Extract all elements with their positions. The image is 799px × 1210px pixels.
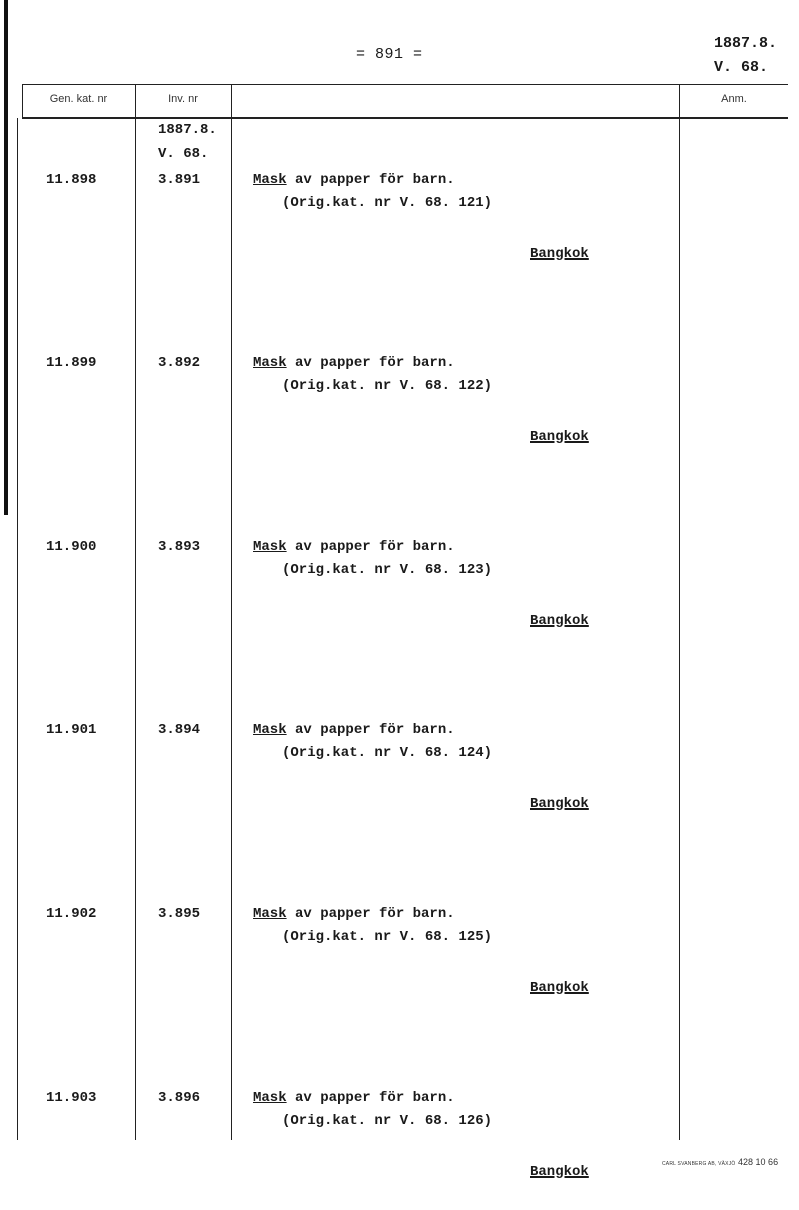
place-of-origin: Bangkok [530,1164,589,1180]
inv-number: 3.892 [158,355,201,371]
original-catalog-reference: (Orig.kat. nr V. 68. 125) [282,929,493,945]
inv-series-reference [158,118,217,166]
printer-imprint [662,1157,778,1167]
table-header-rule [22,117,788,119]
gen-kat-number: 11.898 [46,172,97,188]
collection-volume: V. 68. [714,59,769,76]
object-details: av papper för barn. [286,1090,455,1106]
gen-kat-number: 11.901 [46,722,97,738]
page-number: = 891 = [356,46,423,63]
place-of-origin: Bangkok [530,429,589,445]
inv-number: 3.893 [158,539,201,555]
object-description [253,722,455,738]
column-header-anm: Anm. [721,93,747,105]
printer-name: CARL SVANBERG AB, VÄXJÖ [662,1161,736,1167]
place-of-origin: Bangkok [530,980,589,996]
inv-number: 3.891 [158,172,201,188]
original-catalog-reference: (Orig.kat. nr V. 68. 123) [282,562,493,578]
object-details: av papper för barn. [286,722,455,738]
collection-year: 1887.8. [714,35,778,52]
object-description [253,539,455,555]
original-catalog-reference: (Orig.kat. nr V. 68. 124) [282,745,493,761]
object-details: av papper för barn. [286,355,455,371]
original-catalog-reference: (Orig.kat. nr V. 68. 126) [282,1113,493,1129]
object-name: Mask [253,355,287,371]
inv-number: 3.894 [158,722,201,738]
object-details: av papper för barn. [286,539,455,555]
object-name: Mask [253,906,287,922]
catalog-entry [0,1090,799,1210]
inv-number: 3.896 [158,1090,201,1106]
object-description [253,906,455,922]
gen-kat-number: 11.903 [46,1090,97,1106]
table-top-rule [22,84,788,85]
object-name: Mask [253,539,287,555]
gen-kat-number: 11.900 [46,539,97,555]
place-of-origin: Bangkok [530,613,589,629]
place-of-origin: Bangkok [530,796,589,812]
inv-number: 3.895 [158,906,201,922]
column-header-inv-nr: Inv. nr [168,93,198,105]
object-description [253,172,455,188]
gen-kat-number: 11.902 [46,906,97,922]
object-name: Mask [253,1090,287,1106]
column-header-gen-kat-nr: Gen. kat. nr [49,93,108,105]
original-catalog-reference: (Orig.kat. nr V. 68. 121) [282,195,493,211]
object-details: av papper för barn. [286,906,455,922]
object-name: Mask [253,722,287,738]
catalog-entry [0,722,799,842]
original-catalog-reference: (Orig.kat. nr V. 68. 122) [282,378,493,394]
object-description [253,355,455,371]
object-name: Mask [253,172,287,188]
catalog-entry [0,539,799,659]
gen-kat-number: 11.899 [46,355,97,371]
printer-code: 428 10 66 [738,1157,779,1167]
catalog-entry [0,355,799,475]
catalog-entry [0,906,799,1026]
inv-series-year: 1887.8. [158,122,217,138]
inv-series-volume: V. 68. [158,146,209,162]
object-details: av papper för barn. [286,172,455,188]
catalog-entry [0,172,799,292]
place-of-origin: Bangkok [530,246,589,262]
object-description [253,1090,455,1106]
collection-reference [714,32,777,80]
